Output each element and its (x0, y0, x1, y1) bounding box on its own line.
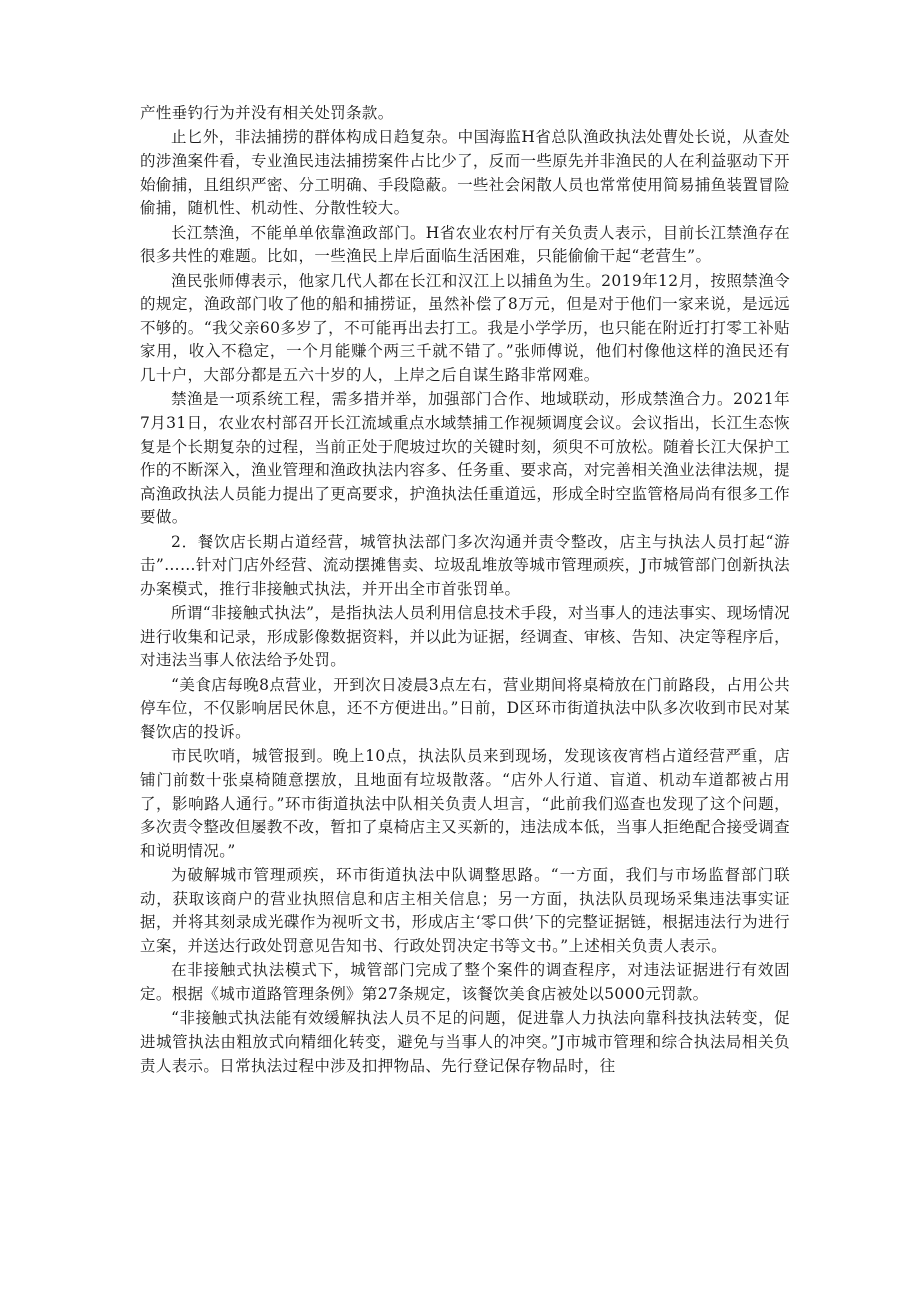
paragraph-11: 在非接触式执法模式下，城管部门完成了整个案件的调查程序，对违法证据进行有效固定。根据《城市道路管理条例》第27条规定，该餐饮美食店被处以5000元罚款。 (140, 961, 790, 1003)
paragraph-6: 2．餐饮店长期占道经营，城管执法部门多次沟通并责令整改，店主与执法人员打起“游击”……针对门店外经营、流动摆摊售卖、垃圾乱堆放等城市管理顽疾，J市城管部门创新执法办案模式，推行非接触式执法，并开出全市首张罚单。 (140, 532, 790, 598)
paragraph-3: 长江禁渔，不能单单依靠渔政部门。H省农业农村厅有关负责人表示，目前长江禁渔存在很多共性的难题。比如，一些渔民上岸后面临生活困难，只能偷偷干起“老营生”。 (140, 223, 790, 266)
paragraph-8: “美食店每晚8点营业，开到次日凌晨3点左右，营业期间将桌椅放在门前路段，占用公共停车位，不仅影响居民休息，还不方便进出。”日前，D区环市街道执法中队多次收到市民对某餐饮店的投诉。 (140, 675, 790, 742)
paragraph-12: “非接触式执法能有效缓解执法人员不足的问题，促进靠人力执法向靠科技执法转变，促进城管执法由粗放式向精细化转变，避免与当事人的冲突。”J市城市管理和综合执法局相关负责人表示。日常执法过程中涉及扣押物品、先行登记保存物品时，往 (140, 1009, 790, 1075)
paragraph-4: 渔民张师傅表示，他家几代人都在长江和汉江上以捕鱼为生。2019年12月，按照禁渔令的规定，渔政部门收了他的船和捕捞证，虽然补偿了8万元，但是对于他们一家来说，是远远不够的。“我父亲60多岁了，不可能再出去打工。我是小学学历，也只能在附近打打零工补贴家用，收入不稳定，一个月能赚个两三千就不错了。”张师傅说，他们村像他这样的渔民还有几十户，大部分都是五六十岁的人，上岸之后自谋生路非常网难。 (140, 271, 790, 384)
paragraph-2: 止匕外，非法捕捞的群体构成日趋复杂。中国海监H省总队渔政执法处曹处长说，从查处的涉渔案件看，专业渔民违法捕捞案件占比少了，反而一些原先并非渔民的人在利益驱动下开始偷捕，且组织严密、分工明确、手段隐蔽。一些社会闲散人员也常常使用简易捕鱼装置冒险偷捕，随机性、机动性、分散性较大。 (140, 128, 790, 218)
paragraph-10: 为破解城市管理顽疾，环市街道执法中队调整思路。“一方面，我们与市场监督部门联动，获取该商户的营业执照信息和店主相关信息；另一方面，执法队员现场采集违法事实证据，并将其刻录成光碟作为视听文书，形成店主‘零口供’下的完整证据链，根据违法行为进行立案，并送达行政处罚意见告知书、行政处罚决定书等文书。”上述相关负责人表示。 (140, 866, 790, 955)
paragraph-1: 产性垂钓行为并没有相关处罚条款。 (140, 104, 394, 122)
paragraph-7: 所谓“非接触式执法”，是指执法人员利用信息技术手段，对当事人的违法事实、现场情况进行收集和记录，形成影像数据资料，并以此为证据，经调查、审核、告知、决定等程序后，对违法当事人依法给予处罚。 (140, 604, 790, 670)
document-body (140, 102, 790, 1079)
paragraph-9: 市民吹哨，城管报到。晚上10点，执法队员来到现场，发现该夜宵档占道经营严重，店铺门前数十张桌椅随意摆放，且地面有垃圾散落。“店外人行道、盲道、机动车道都被占用了，影响路人通行。”环市街道执法中队相关负责人坦言，“此前我们巡查也发现了这个问题，多次责令整改但屡教不改，暂扣了桌椅店主又买新的，违法成本低，当事人拒绝配合接受调查和说明情况。” (140, 747, 790, 860)
paragraph-5: 禁渔是一项系统工程，需多措并举，加强部门合作、地域联动，形成禁渔合力。2021年7月31日，农业农村部召开长江流域重点水域禁捕工作视频调度会议。会议指出，长江生态恢复是个长期复杂的过程，当前正处于爬坡过坎的关键时刻，须臾不可放松。随着长江大保护工作的不断深入，渔业管理和渔政执法内容多、任务重、要求高，对完善相关渔业法律法规，提高渔政执法人员能力提出了更高要求，护渔执法任重道远，形成全时空监管格局尚有很多工作要做。 (140, 390, 790, 527)
